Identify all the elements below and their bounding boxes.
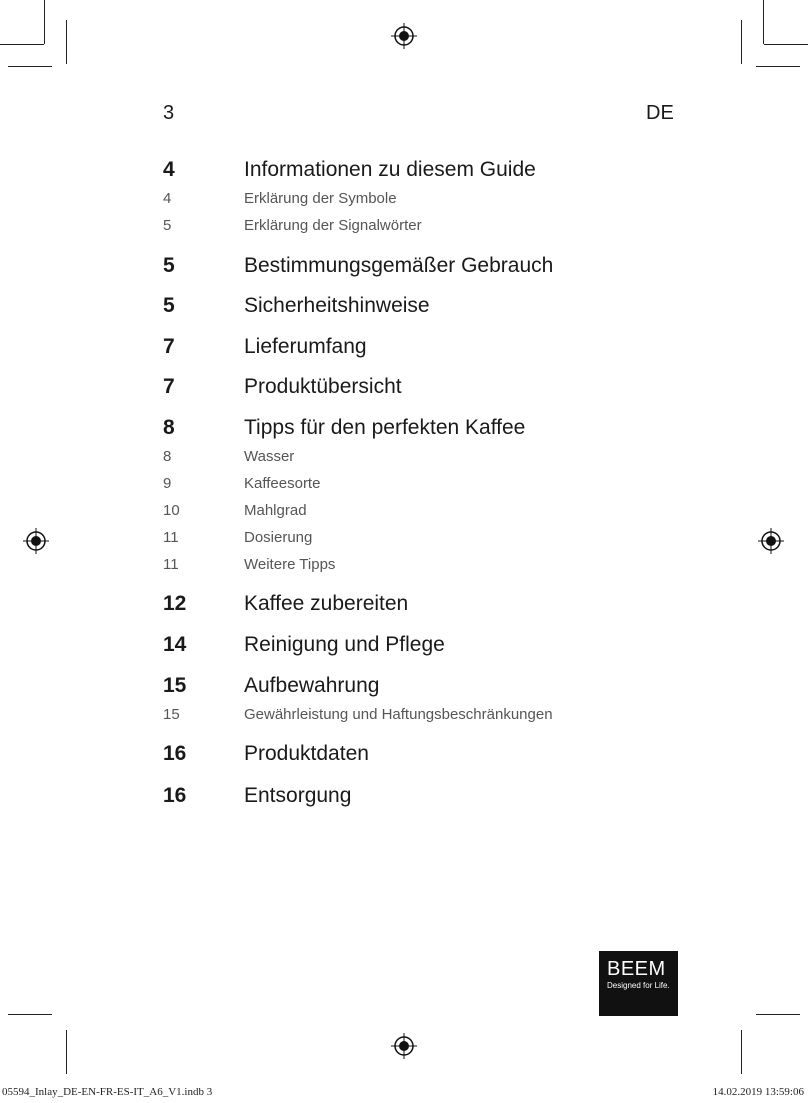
toc-page-number: 16: [163, 784, 187, 807]
toc-page-number: 12: [163, 592, 187, 615]
toc-page-number: 11: [163, 556, 179, 573]
toc-title: Lieferumfang: [244, 335, 367, 358]
toc-page-number: 5: [163, 294, 175, 317]
toc-page-number: 15: [163, 706, 180, 723]
toc-page-number: 4: [163, 190, 172, 207]
crop-mark: [8, 66, 52, 67]
brand-logo: [599, 951, 678, 1016]
toc-title: Mahlgrad: [244, 502, 307, 519]
registration-mark-icon: [391, 23, 417, 49]
crop-mark: [764, 44, 808, 45]
toc-page-number: 4: [163, 158, 175, 181]
toc-title: Wasser: [244, 448, 295, 465]
toc-title: Informationen zu diesem Guide: [244, 158, 536, 181]
footer-datetime: 14.02.2019 13:59:06: [712, 1086, 804, 1098]
registration-mark-icon: [23, 528, 49, 554]
toc-page-number: 7: [163, 375, 175, 398]
toc-title: Entsorgung: [244, 784, 352, 807]
crop-mark: [763, 0, 764, 44]
toc-page-number: 8: [163, 448, 172, 465]
crop-mark: [741, 20, 742, 64]
toc-page-number: 11: [163, 529, 179, 546]
crop-mark: [66, 20, 67, 64]
toc-page-number: 10: [163, 502, 180, 519]
toc-title: Dosierung: [244, 529, 313, 546]
logo-brand-name: BEEM: [607, 958, 666, 980]
crop-mark: [44, 0, 45, 44]
logo-tagline: Designed for Life.: [607, 981, 670, 990]
crop-mark: [0, 44, 44, 45]
toc-page-number: 9: [163, 475, 172, 492]
page-number: 3: [163, 102, 175, 124]
toc-title: Bestimmungsgemäßer Gebrauch: [244, 254, 554, 277]
toc-page-number: 16: [163, 742, 187, 765]
toc-title: Sicherheitshinweise: [244, 294, 430, 317]
toc-title: Reinigung und Pflege: [244, 633, 445, 656]
crop-mark: [66, 1030, 67, 1074]
crop-mark: [756, 1014, 800, 1015]
toc-page-number: 15: [163, 674, 187, 697]
toc-page-number: 14: [163, 633, 187, 656]
toc-page-number: 5: [163, 217, 172, 234]
toc-title: Aufbewahrung: [244, 674, 380, 697]
registration-mark-icon: [758, 528, 784, 554]
toc-title: Tipps für den perfekten Kaffee: [244, 416, 526, 439]
registration-mark-icon: [391, 1033, 417, 1059]
crop-mark: [8, 1014, 52, 1015]
crop-mark: [741, 1030, 742, 1074]
language-code: DE: [646, 102, 674, 124]
toc-title: Gewährleistung und Haftungsbeschränkungen: [244, 706, 553, 723]
crop-mark: [756, 66, 800, 67]
toc-title: Produktdaten: [244, 742, 369, 765]
footer-file-info: 05594_Inlay_DE-EN-FR-ES-IT_A6_V1.indb 3: [2, 1086, 213, 1098]
toc-title: Produktübersicht: [244, 375, 402, 398]
toc-page-number: 5: [163, 254, 175, 277]
toc-title: Kaffeesorte: [244, 475, 321, 492]
toc-page-number: 7: [163, 335, 175, 358]
toc-title: Weitere Tipps: [244, 556, 336, 573]
toc-page-number: 8: [163, 416, 175, 439]
toc-title: Kaffee zubereiten: [244, 592, 409, 615]
toc-title: Erklärung der Signalwörter: [244, 217, 422, 234]
toc-title: Erklärung der Symbole: [244, 190, 397, 207]
